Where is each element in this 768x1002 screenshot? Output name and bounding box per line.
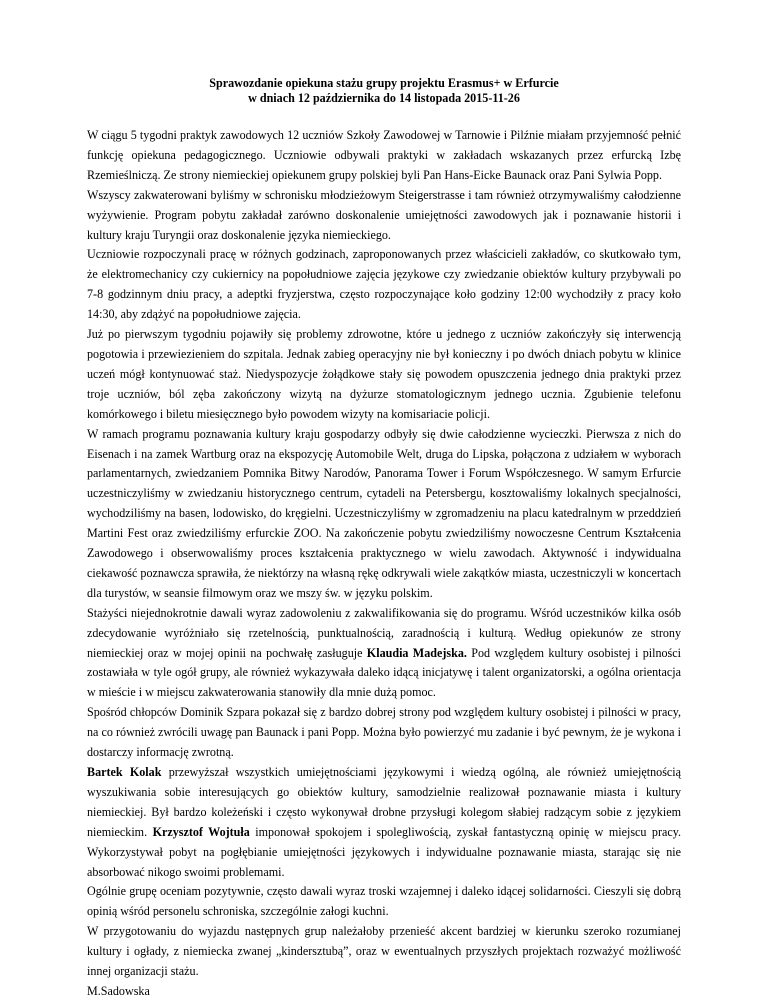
text-segment: Pod względem kultury osobistej i pilności zostawiała w tyle ogół grupy, ale również wykazywała daleko idącą inicjatywę i talent organizatorski, a ogólna orientacja w mieście i w miejscu zakwaterowania stanowiły dla mnie dużą pomoc. xyxy=(87,645,681,700)
text-segment: imponował spokojem i spolegliwością, zyskał fantastyczną opinię w miejscu pracy. Wykorzystywał pobyt na pogłębianie umiejętności językowych i indywidualne poznawanie miasta, starając się nie absorbować nikogo swoimi problemami. xyxy=(87,824,681,879)
paragraph-work-hours: Uczniowie rozpoczynali pracę w różnych godzinach, zaproponowanych przez właścicieli zakładów, co skutkowało tym, że elektromechanicy czy cukiernicy na popołudniowe zajęcia językowe czy zwiedzanie obiektów kultury przybywali po 7-8 godzinnym dniu pracy, a adeptki fryzjerstwa, często rozpoczynające koło godziny 12:00 wychodziły z pracy koło 14:30, aby zdążyć na popołudniowe zajęcia. xyxy=(87,247,681,322)
paragraph-accommodation: Wszyscy zakwaterowani byliśmy w schronisku młodzieżowym Steigerstrasse i tam również otrzymywaliśmy całodzienne wyżywienie. Program pobytu zakładał zarówno doskonalenie umiejętności zawodowych jak i poznawanie historii i kultury kraju Turyngii oraz doskonalenie języka niemieckiego. xyxy=(87,187,681,242)
paragraph-praise-szpara: Spośród chłopców Dominik Szpara pokazał się z bardzo dobrej strony pod względem kultury osobistej i pilności w pracy, na co również zwrócili uwagę pan Baunack i pani Popp. Można było powierzyć mu zadanie i być pewnym, że je wykona i dostarczy informację zwrotną. xyxy=(87,705,681,760)
text-segment: przewyższał wszystkich umiejętnościami językowymi i wiedzą ogólną, ale również umiejętnością wyszukiwania sobie interesujących go obiektów kultury, samodzielnie realizował poznawanie miasta i kultury niemieckiej. Był bardzo koleżeński i często wykonywał drobne przysługi kolegom słabiej radzącym sobie z językiem niemieckim. xyxy=(87,765,681,839)
document-title xyxy=(87,76,681,106)
paragraph-summary: Ogólnie grupę oceniam pozytywnie, często dawali wyraz troski wzajemnej i daleko idącej solidarności. Cieszyli się dobrą opinią wśród personelu schroniska, szczególnie załogi kuchni. xyxy=(87,884,681,919)
paragraph-praise-kolak-wojtula xyxy=(87,763,681,882)
paragraph-praise-madejska xyxy=(87,604,681,704)
signature: M.Sadowska xyxy=(87,983,150,998)
student-name-kolak: Bartek Kolak xyxy=(87,765,162,779)
title-line-2: w dniach 12 października do 14 listopada 2015-11-26 xyxy=(248,91,520,105)
paragraph-culture: W ramach programu poznawania kultury kraju gospodarzy odbyły się dwie całodzienne wycieczki. Pierwsza z nich do Eisenach i na zamek Wartburg oraz na ekspozycję Automobile Welt, druga do Lipska, połączona z udziałem w wyborach parlamentarnych, zwiedzaniem Pomnika Bitwy Narodów, Panorama Tower i Forum Współczesnego. W samym Erfurcie uczestniczyliśmy w zwiedzaniu historycznego centrum, cytadeli na Petersbergu, kosztowaliśmy lokalnych specjalności, wychodziliśmy na basen, lodowisko, do kręgielni. Uczestniczyliśmy w zgromadzeniu na placu katedralnym w przeddzień Martini Fest oraz zwiedziliśmy erfurckie ZOO. Na zakończenie pobytu zwiedziliśmy nowoczesne Centrum Kształcenia Zawodowego i obserwowaliśmy proces kształcenia praktycznego w wielu zawodach. Aktywność i indywidualna ciekawość poznawcza sprawiła, że niektórzy na własną rękę odkrywali wiele zakątków miasta, uczestniczyli w koncertach dla turystów, w seansie filmowym oraz we mszy św. w języku polskim. xyxy=(87,426,681,600)
paragraph-recommendation: W przygotowaniu do wyjazdu następnych grup należałoby przenieść akcent bardziej w kierunku szeroko rozumianej kultury i ogłady, z niemiecka zwanej „kindersztubą”, oraz w ewentualnych przyszłych projektach rozważyć możliwość innej organizacji stażu. xyxy=(87,924,681,979)
student-name-wojtula: Krzysztof Wojtuła xyxy=(152,824,250,839)
text-segment: Stażyści niejednokrotnie dawali wyraz zadowoleniu z zakwalifikowania się do programu. Wśród uczestników kilka osób zdecydowanie wyróżniało się rzetelnością, punktualnością, zaradnością i kulturą. Według opiekunów ze strony niemieckiej oraz w mojej opinii na pochwałę zasługuje xyxy=(87,605,681,660)
title-line-1: Sprawozdanie opiekuna stażu grupy projektu Erasmus+ w Erfurcie xyxy=(209,76,559,90)
student-name-madejska: Klaudia Madejska. xyxy=(366,645,467,660)
paragraph-health: Już po pierwszym tygodniu pojawiły się problemy zdrowotne, które u jednego z uczniów zakończyły się interwencją pogotowia i przewiezieniem do szpitala. Jednak zabieg operacyjny nie był konieczny i po dwóch dniach pobytu w klinice uczeń mógł kontynuować staż. Niedyspozycje żołądkowe stały się powodem opuszczenia jednego dnia praktyki przez troje uczniów, ból zęba zakończony wizytą na dyżurze stomatologicznym jednego ucznia. Zgubienie telefonu komórkowego i biletu miesięcznego było powodem wizyty na komisariacie policji. xyxy=(87,327,681,421)
paragraph-intro: W ciągu 5 tygodni praktyk zawodowych 12 uczniów Szkoły Zawodowej w Tarnowie i Pilźnie miałam przyjemność pełnić funkcję opiekuna pedagogicznego. Uczniowie odbywali praktyki w zakładach wskazanych przez erfurcką Izbę Rzemieślniczą. Ze strony niemieckiej opiekunem grupy polskiej byli Pan Hans-Eicke Baunack oraz Pani Sylwia Popp. xyxy=(87,128,681,182)
document-page xyxy=(87,76,681,1002)
